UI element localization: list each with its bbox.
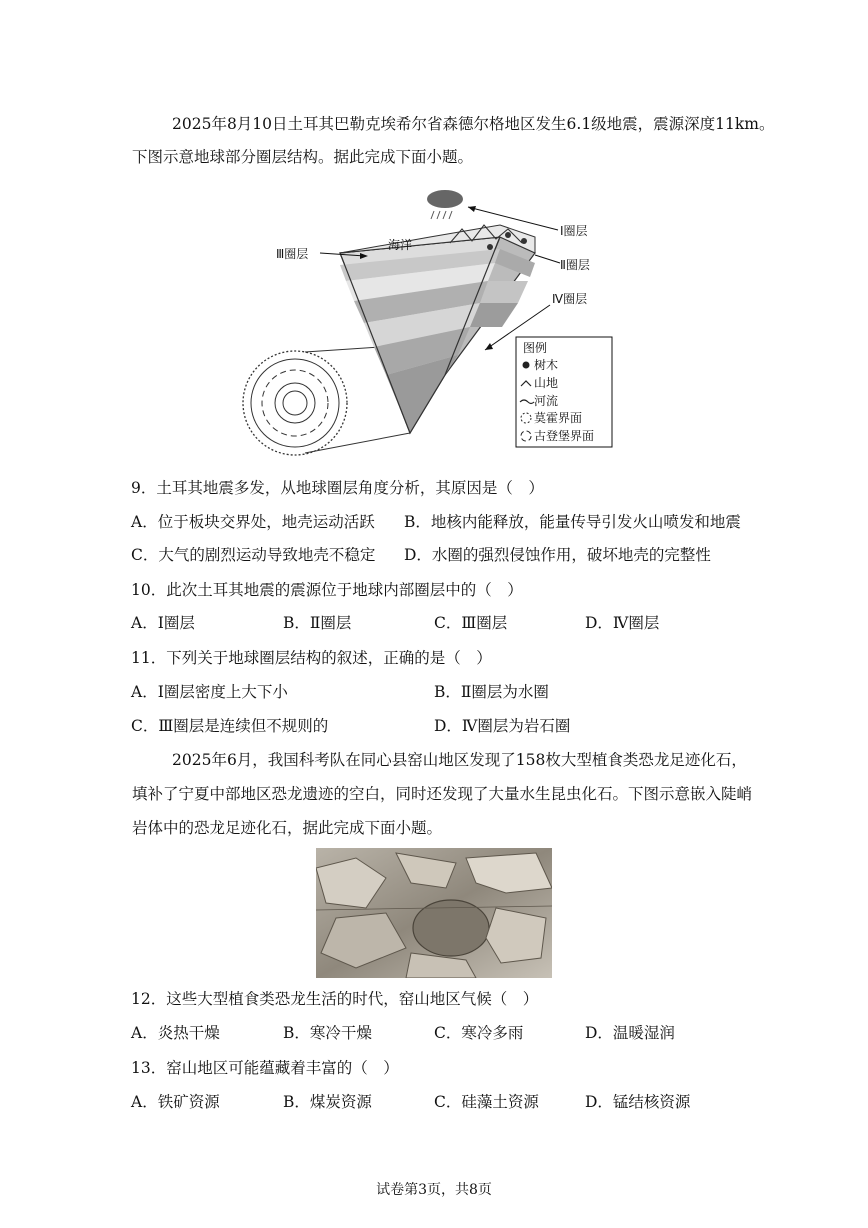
q9-option-c: C．大气的剧烈运动导致地壳不稳定 — [131, 546, 376, 564]
q11-stem: 11．下列关于地球圈层结构的叙述，正确的是（ ） — [131, 649, 492, 667]
earth-sphere-diagram — [240, 185, 630, 460]
q11-option-d: D．Ⅳ圈层为岩石圈 — [434, 717, 571, 735]
q11-option-b: B．Ⅱ圈层为水圈 — [434, 683, 549, 701]
q9-stem: 9．土耳其地震多发，从地球圈层角度分析，其原因是（ ） — [131, 479, 544, 497]
q13-option-c: C．硅藻土资源 — [434, 1093, 539, 1111]
q12-option-c: C．寒冷多雨 — [434, 1024, 524, 1042]
q10-option-c: C．Ⅲ圈层 — [434, 614, 508, 632]
q12-option-d: D．温暖湿润 — [585, 1024, 675, 1042]
q10-option-a: A．Ⅰ圈层 — [131, 614, 195, 632]
ocean-label: 海洋 — [388, 238, 413, 252]
q13-stem: 13．窑山地区可能蕴藏着丰富的（ ） — [131, 1059, 399, 1077]
q13-option-b: B．煤炭资源 — [283, 1093, 372, 1111]
layer1-label: Ⅰ圈层 — [560, 224, 588, 238]
q11-option-a: A．Ⅰ圈层密度上大下小 — [131, 683, 288, 701]
q13-option-d: D．锰结核资源 — [585, 1093, 691, 1111]
intro1-line2: 下图示意地球部分圈层结构。据此完成下面小题。 — [132, 148, 474, 166]
q12-option-b: B．寒冷干燥 — [283, 1024, 372, 1042]
page-footer: 试卷第3页，共8页 — [376, 1182, 492, 1198]
legend-item-mountain: 山地 — [534, 376, 559, 390]
q11-option-c: C．Ⅲ圈层是连续但不规则的 — [131, 717, 329, 735]
legend-item-river: 河流 — [534, 394, 559, 408]
q10-stem: 10．此次土耳其地震的震源位于地球内部圈层中的（ ） — [131, 581, 523, 599]
layer3-label: Ⅲ圈层 — [276, 247, 309, 261]
intro1-line1: 2025年8月10日土耳其巴勒克埃希尔省森德尔格地区发生6.1级地震，震源深度11km。 — [172, 115, 775, 133]
legend-item-moho: 莫霍界面 — [534, 411, 583, 425]
q13-option-a: A．铁矿资源 — [131, 1093, 220, 1111]
intro2-line1: 2025年6月，我国科考队在同心县窑山地区发现了158枚大型植食类恐龙足迹化石， — [172, 751, 747, 769]
tree-icon — [523, 362, 530, 369]
q12-stem: 12．这些大型植食类恐龙生活的时代，窑山地区气候（ ） — [131, 990, 539, 1008]
dinosaur-footprint-photo — [316, 848, 552, 978]
legend-title: 图例 — [523, 341, 548, 355]
legend-item-tree: 树木 — [534, 358, 559, 372]
layer2-label: Ⅱ圈层 — [560, 258, 590, 272]
q10-option-d: D．Ⅳ圈层 — [585, 614, 660, 632]
q12-option-a: A．炎热干燥 — [131, 1024, 220, 1042]
intro2-line3: 岩体中的恐龙足迹化石，据此完成下面小题。 — [132, 819, 443, 837]
earth-wedge — [340, 225, 535, 433]
q9-option-b: B．地核内能释放，能量传导引发火山喷发和地震 — [404, 513, 741, 531]
q9-option-d: D．水圈的强烈侵蚀作用，破坏地壳的完整性 — [404, 546, 711, 564]
intro2-line2: 填补了宁夏中部地区恐龙遗迹的空白，同时还发现了大量水生昆虫化石。下图示意嵌入陡峭 — [132, 785, 753, 803]
cloud-rain-icon — [427, 190, 463, 219]
legend — [516, 337, 612, 447]
q10-option-b: B．Ⅱ圈层 — [283, 614, 352, 632]
q9-option-a: A．位于板块交界处，地壳运动活跃 — [131, 513, 375, 531]
legend-item-gutenberg: 古登堡界面 — [534, 429, 595, 443]
layer4-label: Ⅳ圈层 — [552, 292, 588, 306]
